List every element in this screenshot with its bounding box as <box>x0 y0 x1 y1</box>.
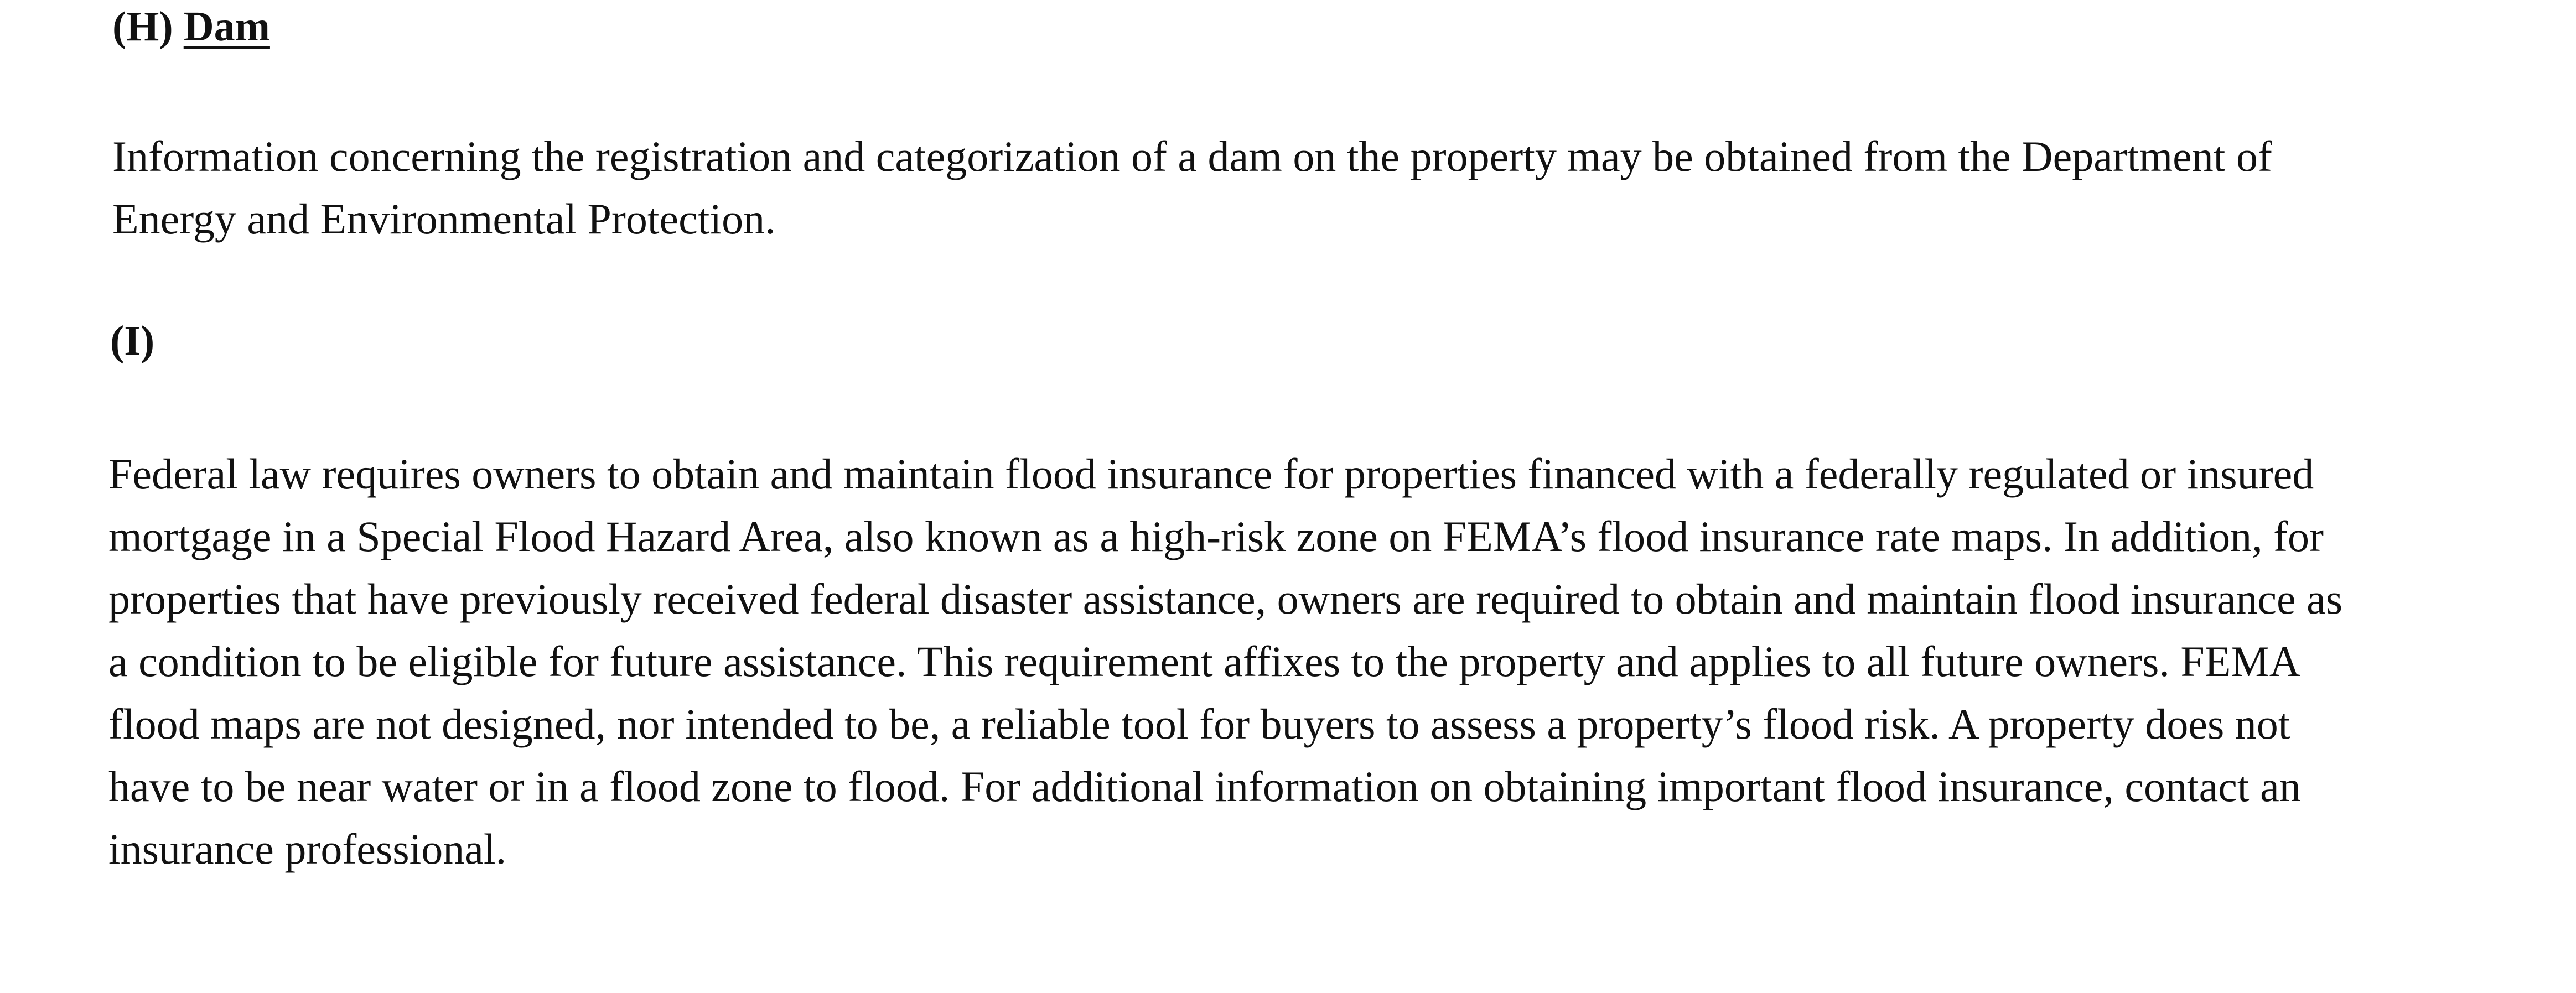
section-h-label: (H) <box>112 3 173 50</box>
paragraph-line: have to be near water or in a flood zone to flood. For additional information on obtaining important flood insurance, contact an <box>108 762 2301 810</box>
paragraph-line: a condition to be eligible for future assistance. This requirement affixes to the property and applies to all future owners. FEMA <box>108 637 2301 685</box>
section-i-label: (I) <box>110 318 155 364</box>
section-h-title: Dam <box>183 3 270 50</box>
paragraph-line: insurance professional. <box>108 825 507 873</box>
paragraph-line: Federal law requires owners to obtain and maintain flood insurance for properties financed with a federally regulated or insured <box>108 450 2314 498</box>
section-i-heading <box>110 320 154 362</box>
paragraph-line: properties that have previously received federal disaster assistance, owners are required to obtain and maintain flood insurance as <box>108 575 2343 623</box>
section-h-heading <box>112 3 270 50</box>
paragraph-line: flood maps are not designed, nor intended to be, a reliable tool for buyers to assess a property’s flood risk. A property does not <box>108 700 2290 748</box>
section-h-paragraph <box>112 125 2547 250</box>
paragraph-line: Energy and Environmental Protection. <box>112 195 776 243</box>
paragraph-line: mortgage in a Special Flood Hazard Area, also known as a high-risk zone on FEMA’s flood insurance rate maps. In addition, for <box>108 512 2324 560</box>
paragraph-line: Information concerning the registration and categorization of a dam on the property may be obtained from the Department of <box>112 132 2272 180</box>
section-i-paragraph <box>108 443 2554 880</box>
